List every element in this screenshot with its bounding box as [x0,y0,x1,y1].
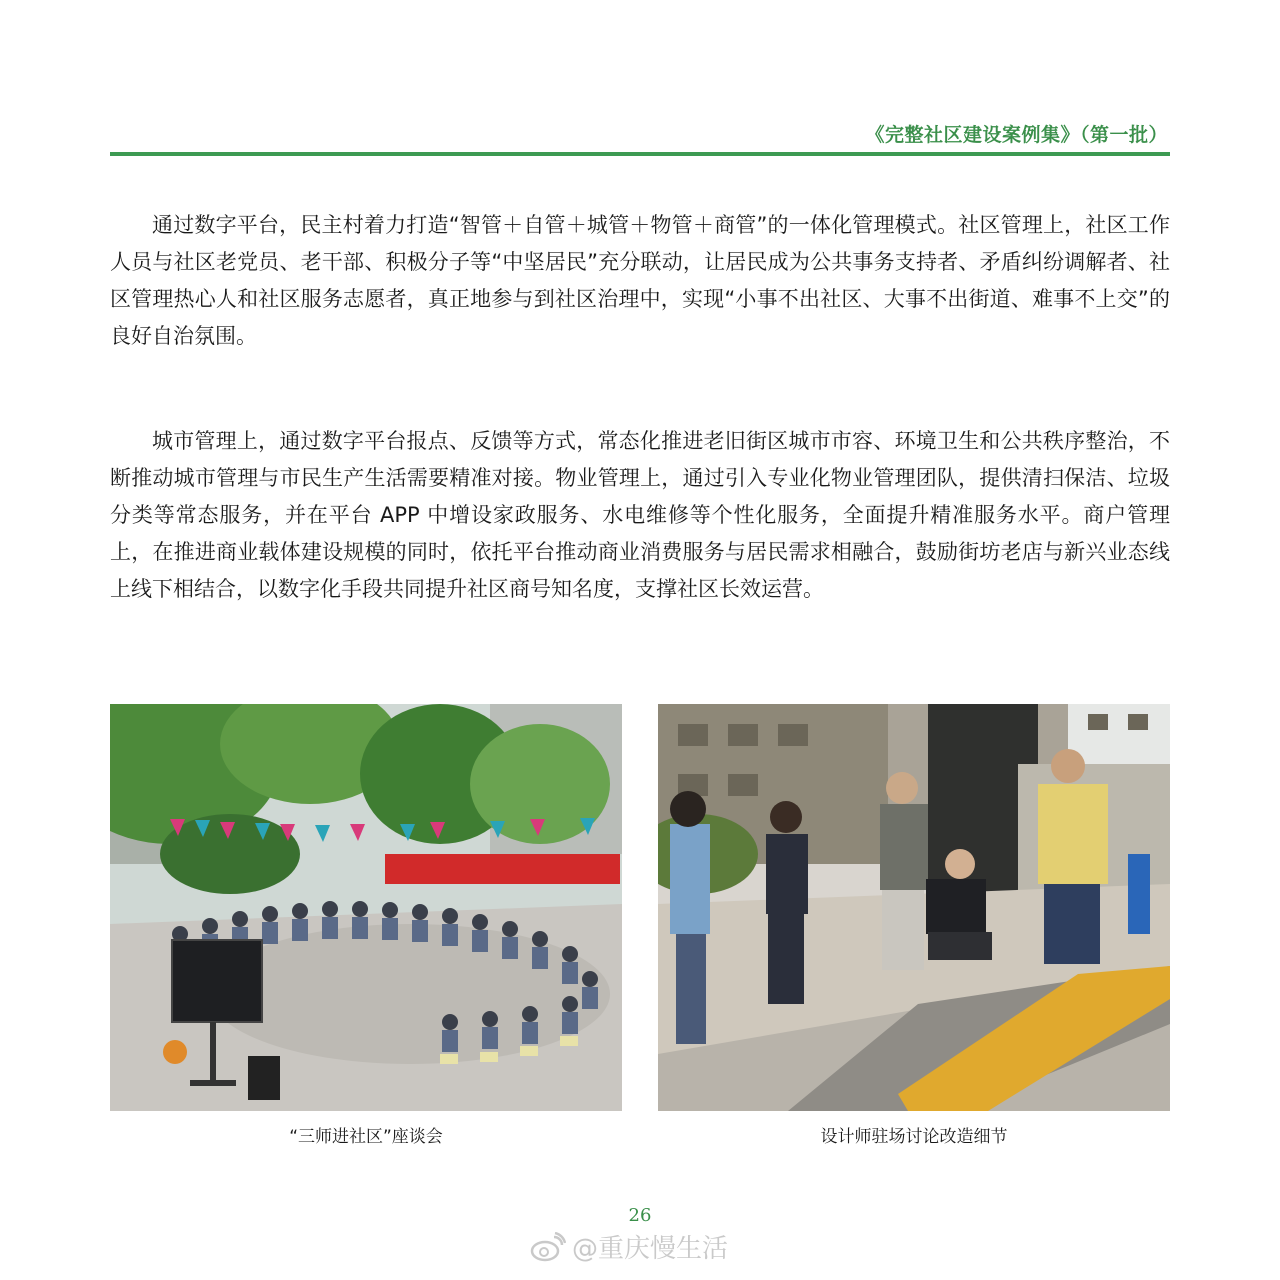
header-rule [110,152,1170,156]
left-photo-caption: “三师进社区”座谈会 [289,1127,443,1147]
watermark-text: @重庆慢生活 [572,1234,729,1264]
designer-onsite-photo [658,704,1170,1111]
weibo-watermark [530,1228,728,1265]
page-number: 26 [628,1205,652,1226]
right-photo-caption: 设计师驻场讨论改造细节 [820,1127,1008,1147]
body-paragraph-1: 通过数字平台，民主村着力打造“智管＋自管＋城管＋物管＋商管”的一体化管理模式。社区管理上，社区工作人员与社区老党员、老干部、积极分子等“中坚居民”充分联动，让居民成为公共事务支持者、矛盾纠纷调解者、社区管理热心人和社区服务志愿者，真正地参与到社区治理中，实现“小事不出社区、大事不出街道、难事不上交”的良好自治氛围。 [110,213,1170,348]
header-title: 《完整社区建设案例集》（第一批） [865,124,1168,146]
community-meeting-photo [110,704,622,1111]
weibo-logo-icon [530,1232,566,1262]
body-paragraph-2: 城市管理上，通过数字平台报点、反馈等方式，常态化推进老旧街区城市市容、环境卫生和公共秩序整治，不断推动城市管理与市民生产生活需要精准对接。物业管理上，通过引入专业化物业管理团队，提供清扫保洁、垃圾分类等常态服务，并在平台 APP 中增设家政服务、水电维修等个性化服务，全面提升精准服务水平。商户管理上，在推进商业载体建设规模的同时，依托平台推动商业消费服务与居民需求相融合，鼓励街坊老店与新兴业态线上线下相结合，以数字化手段共同提升社区商号知名度，支撑社区长效运营。 [110,429,1170,601]
